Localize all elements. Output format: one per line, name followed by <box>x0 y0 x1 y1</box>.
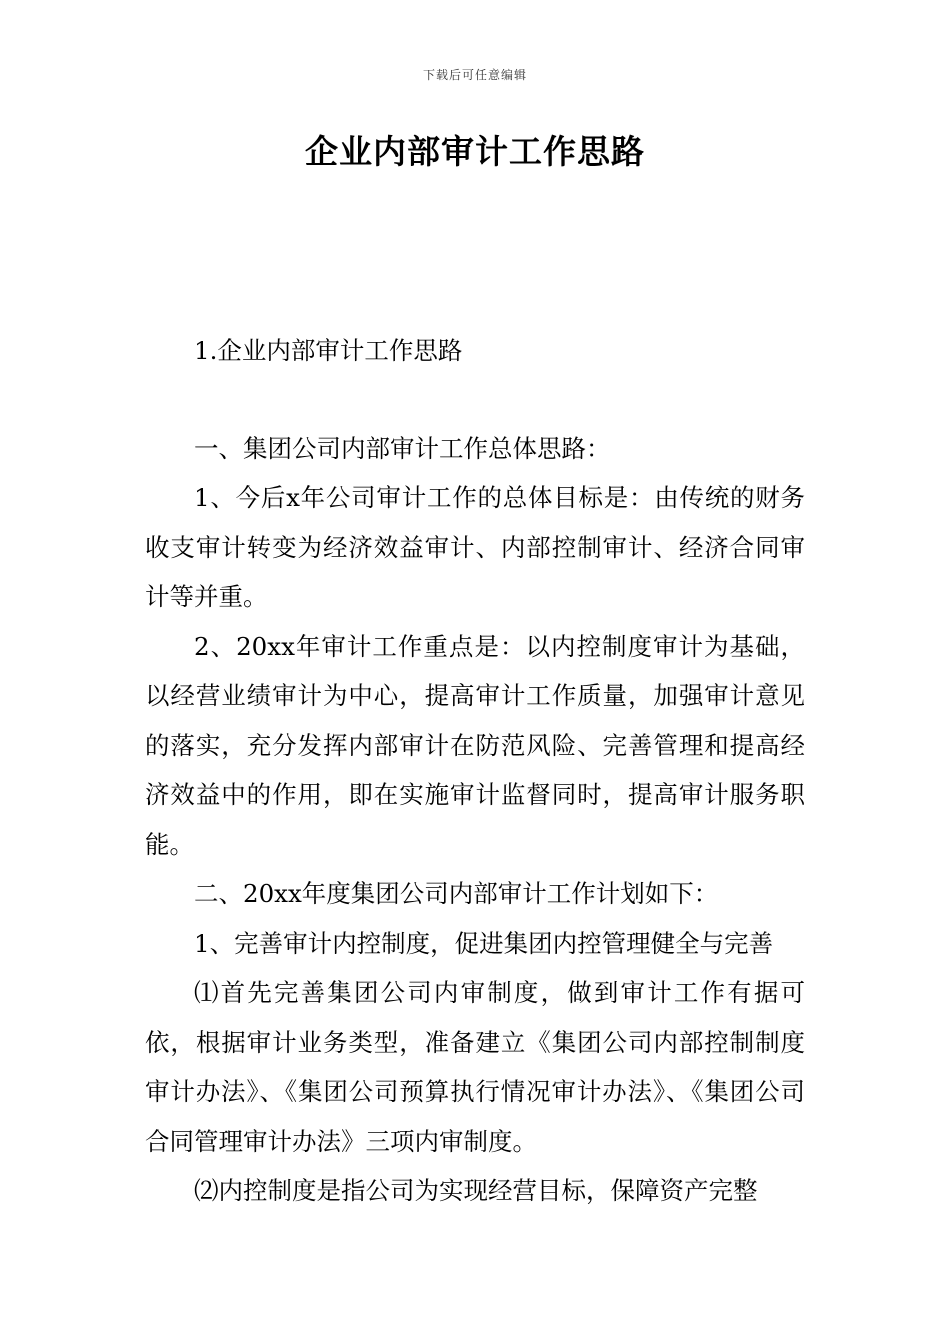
paragraph: 二、20xx年度集团公司内部审计工作计划如下： <box>194 879 719 908</box>
paragraph: 1、完善审计内控制度，促进集团内控管理健全与完善 <box>194 928 774 958</box>
paragraph: 一、集团公司内部审计工作总体思路： <box>194 433 611 463</box>
document-body <box>145 326 805 1216</box>
section-subtitle: 1.企业内部审计工作思路 <box>194 336 463 365</box>
paragraph: 2、20xx年审计工作重点是：以内控制度审计为基础，以经营业绩审计为中心，提高审计工作质量，加强审计意见的落实，充分发挥内部审计在防范风险、完善管理和提高经济效益中的作用，即在实施审计监督同时，提高审计服务职能。 <box>145 631 805 859</box>
header-note: 下载后可任意编辑 <box>422 68 527 82</box>
paragraph: ⑵内控制度是指公司为实现经营目标，保障资产完整 <box>194 1176 758 1205</box>
spacer <box>145 376 805 424</box>
paragraph: ⑴首先完善集团公司内审制度，做到审计工作有据可依，根据审计业务类型，准备建立《集团公司内部控制制度审计办法》、《集团公司预算执行情况审计办法》、《集团公司合同管理审计办法》三项内审制度。 <box>145 978 805 1156</box>
document-title: 企业内部审计工作思路 <box>305 132 645 171</box>
paragraph: 1、今后x年公司审计工作的总体目标是：由传统的财务收支审计转变为经济效益审计、内部控制审计、经济合同审计等并重。 <box>145 483 805 611</box>
